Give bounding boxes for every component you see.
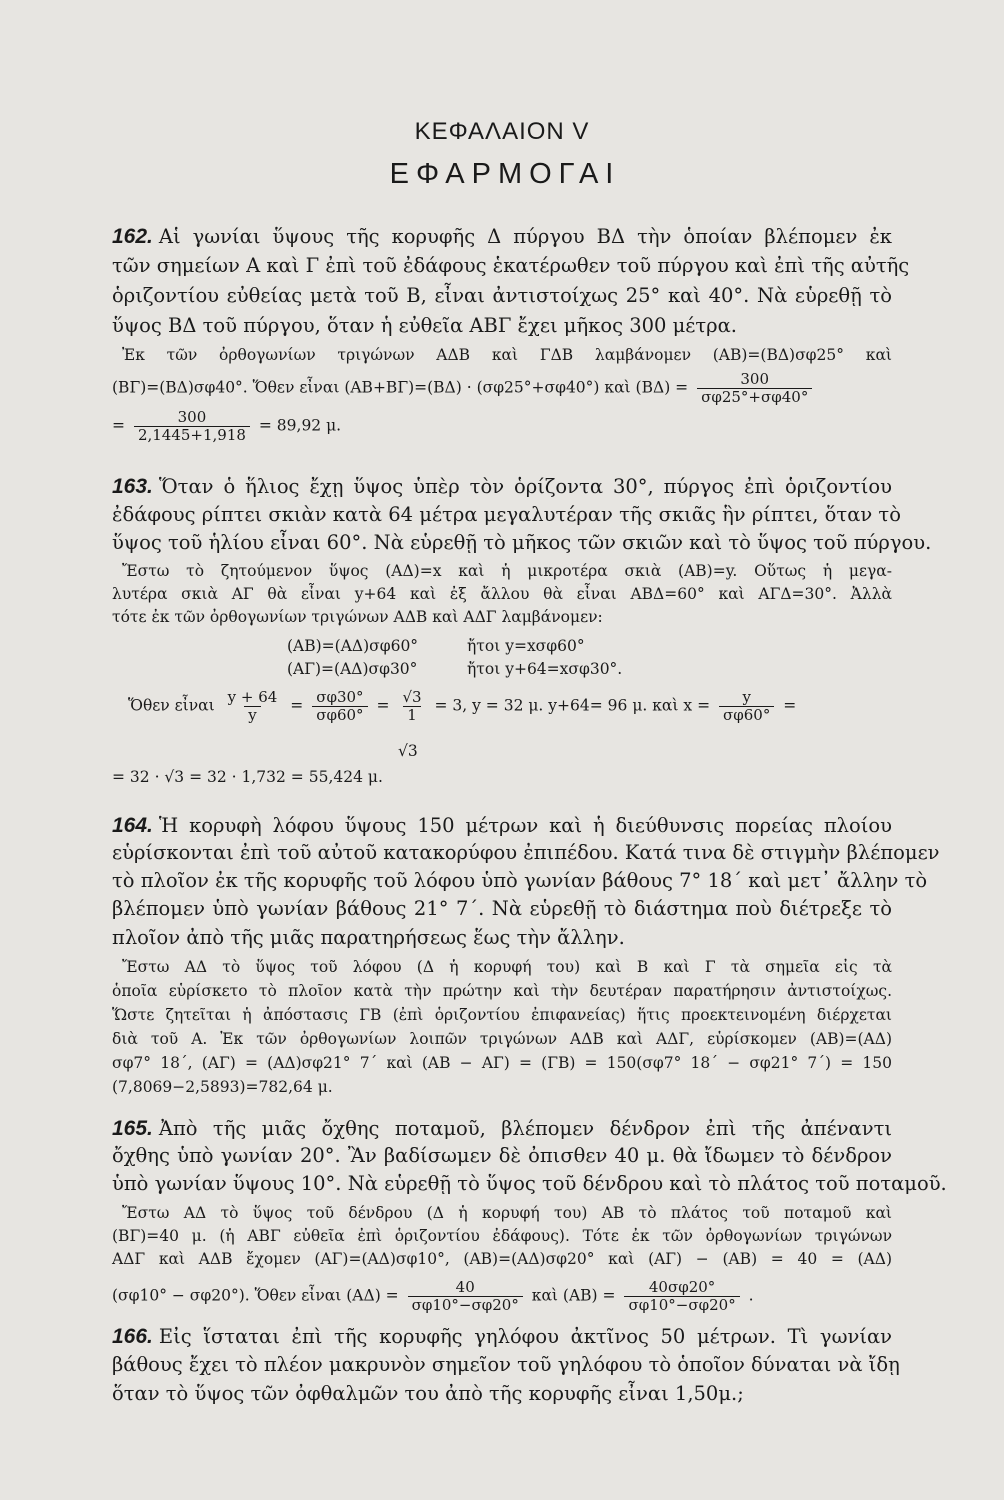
problem-166-line: βάθους ἔχει τὸ πλέον μακρυνὸν σημεῖον τοῦ γηλόφου τὸ ὁποῖον δύναται νὰ ἴδῃ bbox=[112, 1353, 900, 1376]
problem-165-line: 165. Ἀπὸ τῆς μιᾶς ὄχθης ποταμοῦ, βλέπομεν δένδρον ἐπὶ τῆς ἀπέναντι bbox=[112, 1117, 892, 1140]
solution-164-line: (7,8069−2,5893)=782,64 μ. bbox=[112, 1078, 333, 1096]
problem-165-line: ὑπὸ γωνίαν ὕψους 10°. Νὰ εὑρεθῇ τὸ ὕψος τοῦ δένδρου καὶ τὸ πλάτος τοῦ ποταμοῦ. bbox=[112, 1172, 947, 1195]
solution-162-line: = $\frac{300}{2,1445+1,918}$ = 89,92 μ. bbox=[112, 408, 342, 444]
equation-line: Ὅθεν εἶναι $\frac{y + 64}{y}$ = $\frac{\sigma\varphi 30^\circ}{\sigma\varphi 60^\circ}$ = $\frac{√3}{1}$ = 3, y = 32 μ. y+64= 96 μ. καὶ x = $\frac{y}{\sigma\varphi 60^\circ}$ = bbox=[128, 688, 797, 724]
problem-164-line: βλέπομεν ὑπὸ γωνίαν βάθους 21° 7΄. Νὰ εὑρεθῇ τὸ διάστημα ποὺ διέτρεξε τὸ bbox=[112, 897, 892, 920]
equation-line: (ΑΓ)=(ΑΔ)σφ30° bbox=[287, 660, 418, 678]
solution-163-line: λυτέρα σκιὰ ΑΓ θὰ εἶναι y+64 καὶ ἐξ ἄλλου θὰ εἶναι ΑΒΔ=60° καὶ ΑΓΔ=30°. Ἀλλὰ bbox=[112, 585, 892, 603]
problem-164-line: πλοῖον ἀπὸ τῆς μιᾶς παρατηρήσεως ἕως τὴν ἄλλην. bbox=[112, 926, 625, 949]
solution-165-line: (σφ10° − σφ20°). Ὅθεν εἶναι (ΑΔ) = $\frac{40}{\sigma\varphi 10^\circ-\sigma\varphi 20^\circ}$ καὶ (ΑΒ) = $\frac{40\sigma\varphi 20^\circ}{\sigma\varphi 10^\circ-\sigma\varphi 20^\circ}$ . bbox=[112, 1278, 754, 1314]
solution-163-line: Ἔστω τὸ ζητούμενον ὕψος (ΑΔ)=x καὶ ἡ μικροτέρα σκιὰ (ΑΒ)=y. Οὕτως ἡ μεγα- bbox=[122, 562, 892, 580]
problem-166-line: ὅταν τὸ ὕψος τῶν ὀφθαλμῶν του ἀπὸ τῆς κορυφῆς εἶναι 1,50μ.; bbox=[112, 1382, 744, 1405]
problem-number-165: 165. bbox=[112, 1117, 153, 1140]
problem-164-line: 164. Ἡ κορυφὴ λόφου ὕψους 150 μέτρων καὶ ἡ διεύθυνσις πορείας πλοίου bbox=[112, 814, 892, 837]
section-title: ΕΦΑΡΜΟΓΑΙ bbox=[389, 158, 621, 190]
problem-number-162: 162. bbox=[112, 225, 153, 248]
problem-163-line: ἐδάφους ρίπτει σκιὰν κατὰ 64 μέτρα μεγαλυτέραν τῆς σκιᾶς ἣν ρίπτει, ὅταν τὸ bbox=[112, 503, 901, 526]
sqrt-denominator: √3 bbox=[398, 742, 418, 760]
problem-162-line: ὁριζοντίου εὐθείας μετὰ τοῦ Β, εἶναι ἀντιστοίχως 25° καὶ 40°. Νὰ εὑρεθῇ τὸ bbox=[112, 284, 892, 307]
problem-number-164: 164. bbox=[112, 814, 153, 837]
problem-number-166: 166. bbox=[112, 1325, 153, 1348]
solution-165-line: (ΒΓ)=40 μ. (ἡ ΑΒΓ εὐθεῖα ἐπὶ ὁριζοντίου ἐδάφους). Τότε ἐκ τῶν ὀρθογωνίων τριγώνων bbox=[112, 1227, 892, 1245]
fraction: $\frac{40\sigma\varphi 20^\circ}{\sigma\varphi 10^\circ-\sigma\varphi 20^\circ}$ bbox=[624, 1280, 739, 1313]
equation-line: ἤτοι y=xσφ60° bbox=[467, 637, 585, 655]
solution-165-line: Ἔστω ΑΔ τὸ ὕψος τοῦ δένδρου (Δ ἡ κορυφή του) ΑΒ τὸ πλάτος τοῦ ποταμοῦ καὶ bbox=[122, 1204, 892, 1222]
fraction: $\frac{\sigma\varphi 30^\circ}{\sigma\varphi 60^\circ}$ bbox=[312, 690, 367, 723]
fraction: $\frac{40}{\sigma\varphi 10^\circ-\sigma\varphi 20^\circ}$ bbox=[408, 1280, 523, 1313]
equation-line: ἤτοι y+64=xσφ30°. bbox=[467, 660, 623, 678]
problem-164-line: εὑρίσκονται ἐπὶ τοῦ αὐτοῦ κατακορύφου ἐπιπέδου. Κατά τινα δὲ στιγμὴν βλέπομεν bbox=[112, 841, 940, 864]
fraction: $\frac{y}{\sigma\varphi 60^\circ}$ bbox=[719, 690, 774, 723]
problem-166-line: 166. Εἰς ἵσταται ἐπὶ τῆς κορυφῆς γηλόφου ἀκτῖνος 50 μέτρων. Τὶ γωνίαν bbox=[112, 1325, 892, 1348]
problem-163-line: 163. Ὅταν ὁ ἥλιος ἔχῃ ὕψος ὑπὲρ τὸν ὁρίζοντα 30°, πύργος ἐπὶ ὁριζοντίου bbox=[112, 475, 892, 498]
solution-163-line: τότε ἐκ τῶν ὀρθογωνίων τριγώνων ΑΔΒ καὶ ΑΔΓ λαμβάνομεν: bbox=[112, 608, 603, 626]
chapter-heading: ΚΕΦΑΛΑΙΟΝ V bbox=[414, 118, 590, 145]
equation-line: = 32 · √3 = 32 · 1,732 = 55,424 μ. bbox=[112, 768, 383, 786]
problem-164-line: τὸ πλοῖον ἐκ τῆς κορυφῆς τοῦ λόφου ὑπὸ γωνίαν βάθους 7° 18΄ καὶ μετ᾽ ἄλλην τὸ bbox=[112, 869, 928, 892]
fraction: $\frac{y + 64}{y}$ bbox=[227, 688, 278, 724]
fraction: $\frac{300}{\sigma\varphi 25^\circ+\sigma\varphi 40^\circ}$ bbox=[697, 372, 812, 405]
fraction: $\frac{√3}{1}$ bbox=[402, 688, 422, 724]
solution-164-line: διὰ τοῦ Α. Ἐκ τῶν ὀρθογωνίων λοιπῶν τριγώνων ΑΔΒ καὶ ΑΔΓ, εὑρίσκομεν (ΑΒ)=(ΑΔ) bbox=[112, 1030, 892, 1048]
solution-165-line: ΑΔΓ καὶ ΑΔΒ ἔχομεν (ΑΓ)=(ΑΔ)σφ10°, (ΑΒ)=(ΑΔ)σφ20° καὶ (ΑΓ) − (ΑΒ) = 40 = (ΑΔ) bbox=[112, 1250, 892, 1268]
solution-164-line: σφ7° 18΄, (ΑΓ) = (ΑΔ)σφ21° 7΄ καὶ (ΑΒ − ΑΓ) = (ΓΒ) = 150(σφ7° 18΄ − σφ21° 7΄) = 150 bbox=[112, 1054, 892, 1072]
problem-number-163: 163. bbox=[112, 475, 153, 498]
fraction: $\frac{300}{2,1445+1,918}$ bbox=[134, 410, 250, 443]
problem-163-line: ὕψος τοῦ ἡλίου εἶναι 60°. Νὰ εὑρεθῇ τὸ μῆκος τῶν σκιῶν καὶ τὸ ὕψος τοῦ πύργου. bbox=[112, 531, 932, 554]
solution-164-line: Ὥστε ζητεῖται ἡ ἀπόστασις ΓΒ (ἐπὶ ὁριζοντίου ἐπιφανείας) ἥτις προεκτεινομένη διέρχεται bbox=[112, 1006, 892, 1024]
solution-162-line: Ἐκ τῶν ὀρθογωνίων τριγώνων ΑΔΒ καὶ ΓΔΒ λαμβάνομεν (ΑΒ)=(ΒΔ)σφ25° καὶ bbox=[122, 346, 892, 364]
equation-line: (ΑΒ)=(ΑΔ)σφ60° bbox=[287, 637, 419, 655]
problem-162-line: 162. Αἱ γωνίαι ὕψους τῆς κορυφῆς Δ πύργου ΒΔ τὴν ὁποίαν βλέπομεν ἐκ bbox=[112, 225, 892, 248]
problem-162-line: ὕψος ΒΔ τοῦ πύργου, ὅταν ἡ εὐθεῖα ΑΒΓ ἔχει μῆκος 300 μέτρα. bbox=[112, 314, 737, 337]
solution-164-line: Ἔστω ΑΔ τὸ ὕψος τοῦ λόφου (Δ ἡ κορυφή του) καὶ Β καὶ Γ τὰ σημεῖα εἰς τὰ bbox=[122, 958, 892, 976]
solution-164-line: ὁποῖα εὑρίσκετο τὸ πλοῖον κατὰ τὴν πρώτην καὶ τὴν δευτέραν παρατήρησιν ἀντιστοίχως. bbox=[112, 982, 892, 1000]
problem-162-line: τῶν σημείων Α καὶ Γ ἐπὶ τοῦ ἐδάφους ἑκατέρωθεν τοῦ πύργου καὶ ἐπὶ τῆς αὐτῆς bbox=[112, 254, 910, 277]
solution-162-line: (ΒΓ)=(ΒΔ)σφ40°. Ὅθεν εἶναι (ΑΒ+ΒΓ)=(ΒΔ) · (σφ25°+σφ40°) καὶ (ΒΔ) = $\frac{300}{\sigma\varphi 25^\circ+\sigma\varphi 40^\circ}$ bbox=[112, 372, 892, 405]
problem-165-line: ὄχθης ὑπὸ γωνίαν 20°. Ἂν βαδίσωμεν δὲ ὀπισθεν 40 μ. θὰ ἴδωμεν τὸ δένδρον bbox=[112, 1144, 892, 1167]
